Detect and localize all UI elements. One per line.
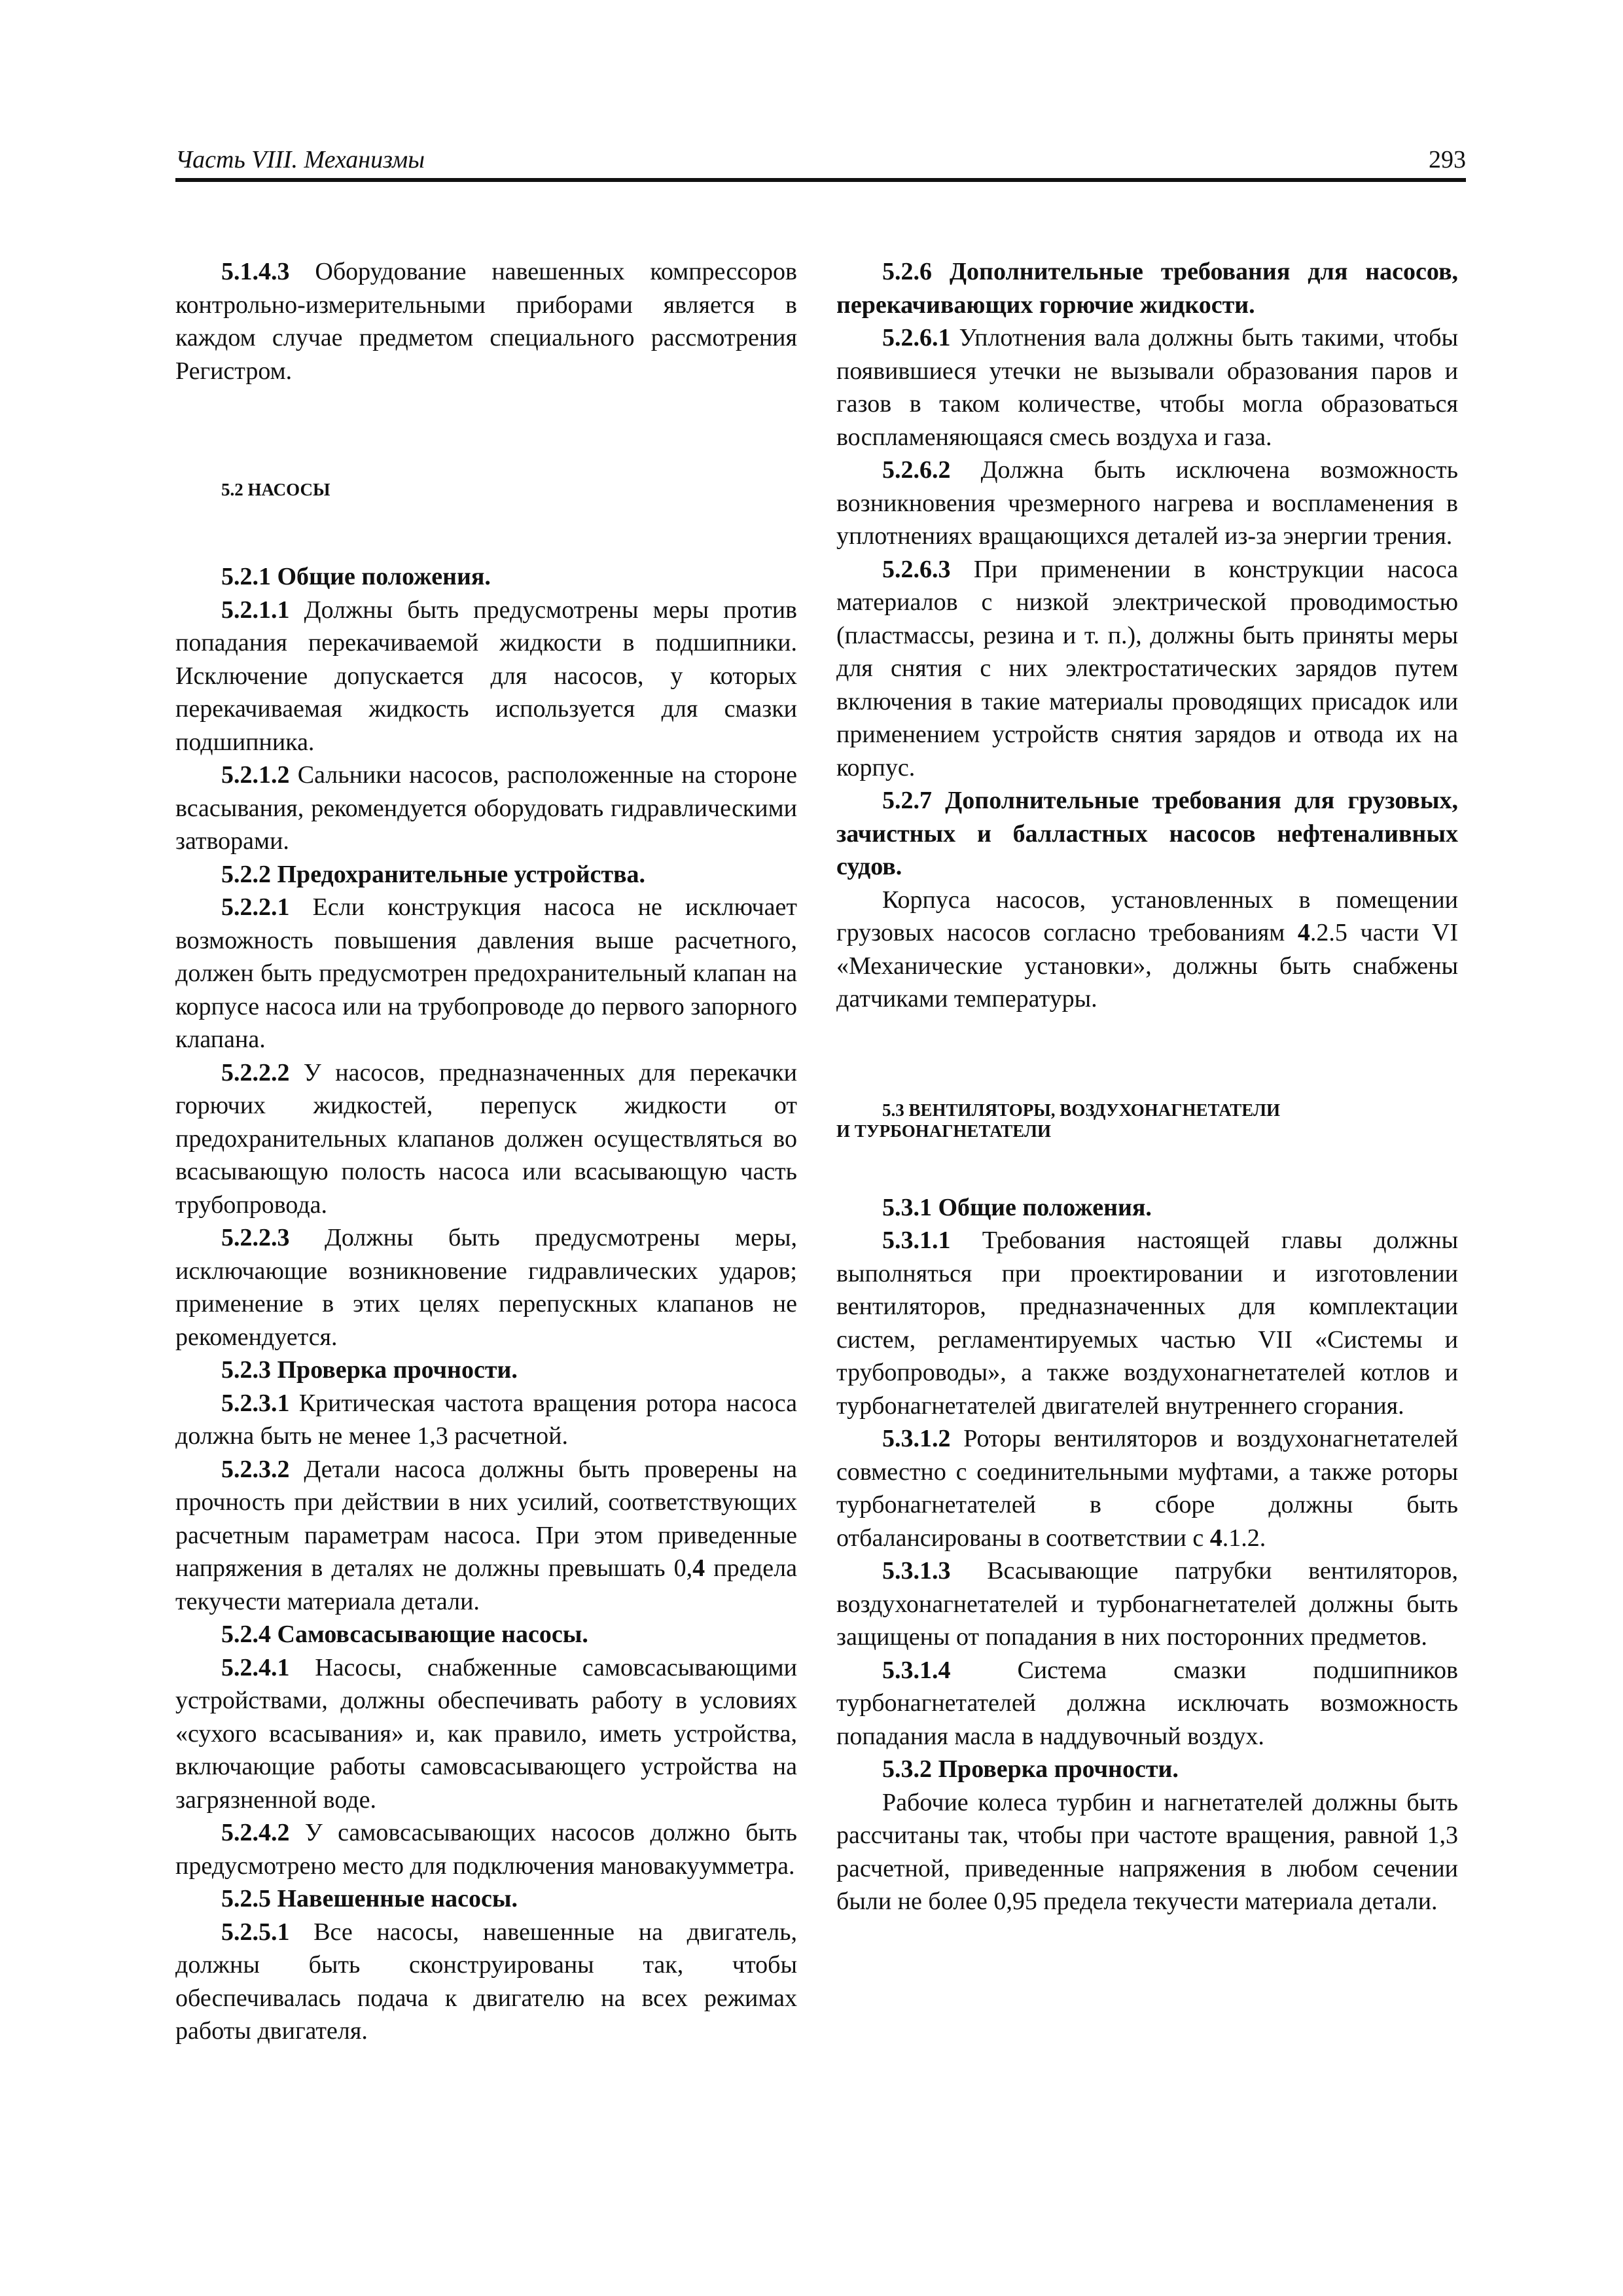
clause-number: 5.2.1.2 — [221, 761, 290, 789]
bold-digit: 4 — [1209, 1524, 1222, 1552]
section-title-5-2: 5.2 НАСОСЫ — [221, 480, 330, 499]
heading-5-2-4: 5.2.4 Самовсасывающие насосы. — [221, 1621, 588, 1648]
paragraph-5-2-5-1 — [175, 1916, 797, 2048]
paragraph-text: Всасывающие патрубки вентиляторов, воздухонагнетателей и турбонагнетателей должны быть защищены от попадания в них посторонних предметов. — [836, 1557, 1458, 1651]
page-number: 293 — [1429, 146, 1466, 173]
clause-number: 5.2.6.3 — [882, 555, 951, 583]
paragraph-text: Детали насоса должны быть проверены на прочность при действии в них усилий, соответствующих расчетным параметрам насоса. При этом приведенные напряжения в деталях не должны превышать 0, — [175, 1455, 797, 1582]
heading-5-2-7: 5.2.7 Дополнительные требования для грузовых, зачистных и балластных насосов нефтеналивных судов. — [836, 787, 1458, 880]
paragraph-text: Должны быть предусмотрены меры, исключающие возникновение гидравлических ударов; применение в этих целях перепускных клапанов не рекомендуется. — [175, 1224, 797, 1351]
paragraph-text: Оборудование навешенных компрессоров контрольно-измерительными приборами является в каждом случае предметом специального рассмотрения Регистром. — [175, 258, 797, 385]
paragraph-5-3-1-1 — [836, 1224, 1458, 1422]
paragraph-5-2-4-1 — [175, 1651, 797, 1817]
paragraph-5-2-1-1 — [175, 594, 797, 759]
clause-number: 5.2.3.1 — [221, 1389, 290, 1417]
page-header — [175, 145, 1466, 179]
paragraph-text: Система смазки подшипников турбонагнетателей должна исключать возможность попадания масла в наддувочный воздух. — [836, 1656, 1458, 1750]
clause-number: 5.3.1.2 — [882, 1425, 951, 1452]
paragraph-text: У самовсасывающих насосов должно быть предусмотрено место для подключения мановакуумметра. — [175, 1819, 797, 1880]
clause-number: 5.3.1.3 — [882, 1557, 951, 1585]
paragraph-5-3-1-3 — [836, 1554, 1458, 1654]
bold-digit: 4 — [692, 1554, 705, 1582]
paragraph-5-2-6-3 — [836, 553, 1458, 785]
paragraph-text: Все насосы, навешенные на двигатель, должны быть сконструированы так, чтобы обеспечивалась подача к двигателю на всех режимах работы двигателя. — [175, 1918, 797, 2045]
clause-number: 5.2.4.1 — [221, 1653, 290, 1681]
paragraph-text: Если конструкция насоса не исключает возможность повышения давления выше расчетного, должен быть предусмотрен предохранительный клапан на корпусе насоса или на трубопроводе до первого запорного клапана. — [175, 893, 797, 1053]
running-title: Часть VIII. Механизмы — [175, 146, 425, 173]
heading-5-2-1: 5.2.1 Общие положения. — [221, 563, 491, 590]
left-column — [175, 255, 797, 2048]
clause-number: 5.2.1.1 — [221, 596, 290, 624]
paragraph-5-3-1-4 — [836, 1654, 1458, 1753]
clause-number: 5.2.6.2 — [882, 456, 951, 484]
paragraph-5-2-6-1 — [836, 321, 1458, 454]
paragraph-text-tail: предела текучести материала детали. — [175, 1554, 797, 1615]
paragraph-text: Уплотнения вала должны быть такими, чтобы появившиеся утечки не вызывали образования паров и газов в таком количестве, чтобы могла образоваться воспламеняющаяся смесь воздуха и газа. — [836, 324, 1458, 451]
clause-number: 5.3.1.4 — [882, 1656, 951, 1684]
paragraph-text: Должны быть предусмотрены меры против попадания перекачиваемой жидкости в подшипники. Исключение допускается для насосов, у которых перекачиваемая жидкость используется для смазки подшипника. — [175, 596, 797, 756]
clause-number: 5.2.3.2 — [221, 1455, 290, 1483]
clause-number: 5.2.6.1 — [882, 324, 951, 351]
paragraph-5-2-3-1 — [175, 1387, 797, 1453]
paragraph-5-3-1-2 — [836, 1422, 1458, 1554]
section-title-line-2: И ТУРБОНАГНЕТАТЕЛИ — [836, 1121, 1051, 1141]
paragraph-5-2-4-2 — [175, 1816, 797, 1882]
clause-number: 5.2.5.1 — [221, 1918, 290, 1946]
paragraph-text: У насосов, предназначенных для перекачки горючих жидкостей, перепуск жидкости от предохранительных клапанов должен осуществляться во всасывающую полость насоса или всасывающую часть трубопровода. — [175, 1058, 797, 1219]
clause-number: 5.2.2.3 — [221, 1224, 290, 1251]
heading-5-3-2: 5.3.2 Проверка прочности. — [882, 1755, 1179, 1783]
section-title-line-1: 5.3 ВЕНТИЛЯТОРЫ, ВОЗДУХОНАГНЕТАТЕЛИ — [882, 1100, 1281, 1120]
heading-5-2-6: 5.2.6 Дополнительные требования для насосов, перекачивающих горючие жидкости. — [836, 258, 1458, 319]
clause-number: 5.2.4.2 — [221, 1819, 290, 1846]
paragraph-5-2-7-body — [836, 884, 1458, 1016]
paragraph-text: При применении в конструкции насоса материалов с низкой электрической проводимостью (пластмассы, резина и т. п.), должны быть приняты меры для снятия с них электростатических зарядов путем включения в такие материалы проводящих присадок или применением устройств снятия зарядов и отвода их на корпус. — [836, 555, 1458, 781]
heading-5-2-3: 5.2.3 Проверка прочности. — [221, 1356, 518, 1384]
paragraph-text-tail: .1.2. — [1222, 1524, 1266, 1552]
bold-digit: 4 — [1297, 919, 1310, 946]
paragraph-5-2-3-2 — [175, 1453, 797, 1619]
paragraph-5-2-2-2 — [175, 1056, 797, 1222]
paragraph-5-2-2-1 — [175, 891, 797, 1056]
paragraph-text: Роторы вентиляторов и воздухонагнетателей совместно с соединительными муфтами, а также роторы турбонагнетателей в сборе должны быть отбалансированы в соответствии с — [836, 1425, 1458, 1552]
paragraph-text: Корпуса насосов, установленных в помещении грузовых насосов согласно требованиям — [836, 886, 1458, 946]
clause-number: 5.3.1.1 — [882, 1227, 951, 1254]
paragraph-text: Критическая частота вращения ротора насоса должна быть не менее 1,3 расчетной. — [175, 1389, 797, 1450]
heading-5-2-2: 5.2.2 Предохранительные устройства. — [221, 860, 646, 888]
clause-number: 5.2.2.1 — [221, 893, 290, 921]
paragraph-5-2-1-2 — [175, 759, 797, 858]
clause-number: 5.2.2.2 — [221, 1058, 290, 1086]
heading-5-2-5: 5.2.5 Навешенные насосы. — [221, 1885, 518, 1912]
paragraph-text: Насосы, снабженные самовсасывающими устройствами, должны обеспечивать работу в условиях «сухого всасывания» и, как правило, иметь устройства, включающие работы самовсасывающего устройства на загрязненной воде. — [175, 1653, 797, 1814]
paragraph-5-2-6-2 — [836, 454, 1458, 553]
paragraph-text: Сальники насосов, расположенные на стороне всасывания, рекомендуется оборудовать гидравлическими затворами. — [175, 761, 797, 855]
paragraph-5-1-4-3 — [175, 255, 797, 387]
paragraph-5-2-2-3 — [175, 1221, 797, 1354]
section-title-5-3 — [836, 1100, 1458, 1141]
paragraph-5-3-2-body: Рабочие колеса турбин и нагнетателей должны быть рассчитаны так, чтобы при частоте вращения, равной 1,3 расчетной, приведенные напряжения в любом сечении были не более 0,95 предела текучести материала детали. — [836, 1788, 1458, 1915]
heading-5-3-1: 5.3.1 Общие положения. — [882, 1193, 1152, 1221]
paragraph-text: Должна быть исключена возможность возникновения чрезмерного нагрева и воспламенения в уплотнениях вращающихся деталей из-за энергии трения. — [836, 456, 1458, 550]
right-column — [836, 255, 1458, 1918]
paragraph-text: Требования настоящей главы должны выполняться при проектировании и изготовлении вентиляторов, предназначенных для комплектации систем, регламентируемых частью VII «Системы и трубопроводы», а также воздухонагнетателей котлов и турбонагнетателей двигателей внутреннего сгорания. — [836, 1227, 1458, 1420]
header-rule — [175, 178, 1466, 182]
clause-number: 5.1.4.3 — [221, 258, 290, 285]
paragraph-text-tail: .2.5 части VI «Механические установки», должны быть снабжены датчиками температуры. — [836, 919, 1458, 1013]
